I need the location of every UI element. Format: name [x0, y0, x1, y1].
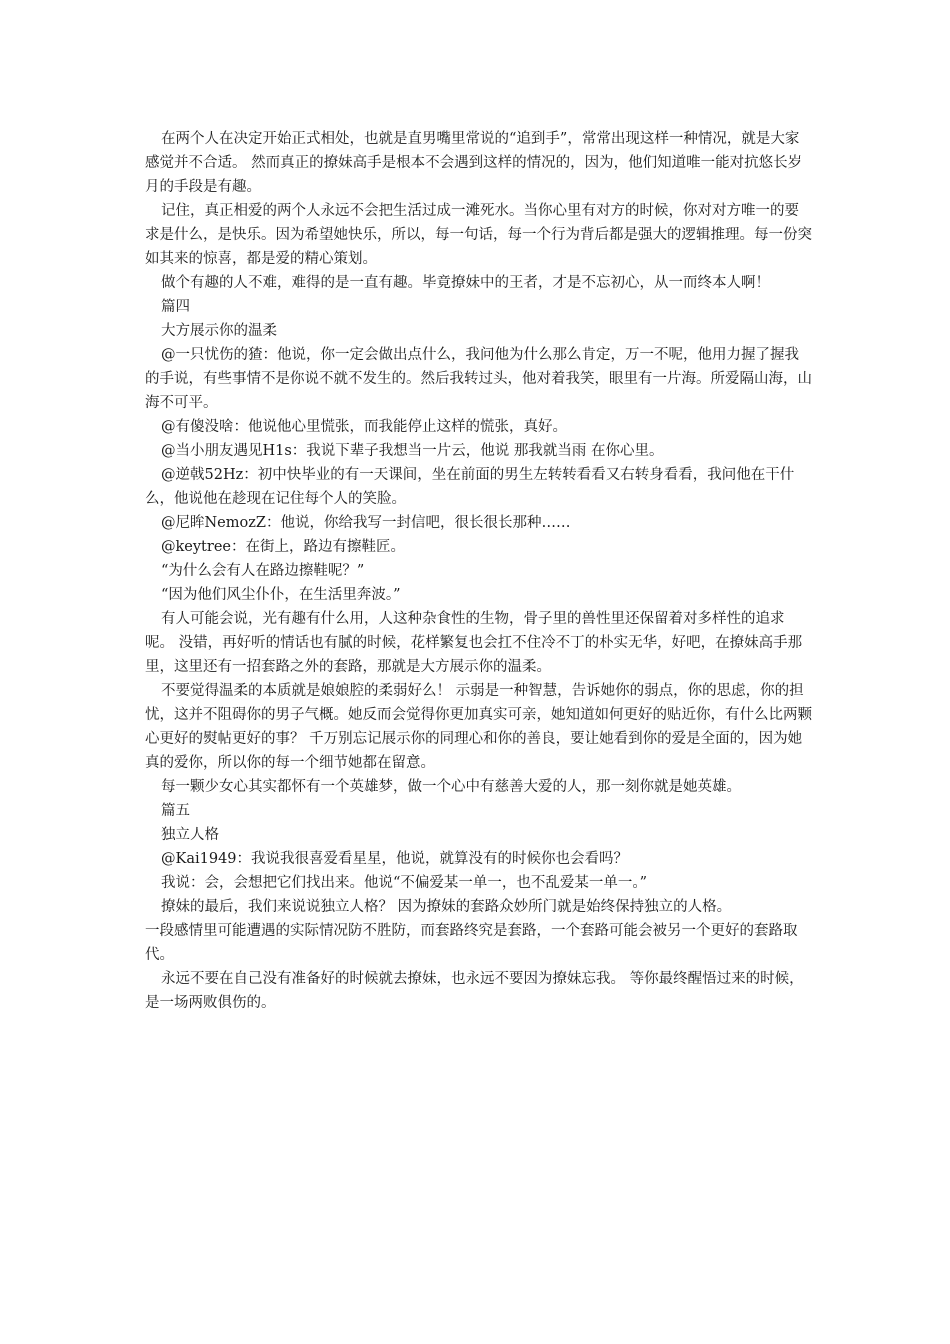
paragraph-9: 永远不要在自己没有准备好的时候就去撩妹，也永远不要因为撩妹忘我。 等你最终醒悟过来的时候，是一场两败俱伤的。	[145, 971, 804, 1011]
quote-6: @keytree：在街上，路边有擦鞋匠。	[161, 539, 405, 555]
paragraph-8: 一段感情里可能遭遇的实际情况防不胜防，而套路终究是套路，一个套路可能会被另一个更好的套路取代。	[145, 923, 798, 963]
section-label-5: 篇五	[161, 803, 190, 819]
paragraph-5: 不要觉得温柔的本质就是娘娘腔的柔弱好么！ 示弱是一种智慧，告诉她你的弱点，你的思虑，你的担忧，这并不阻碍你的男子气概。她反而会觉得你更加真实可亲，她知道如何更好的贴近你，有什么比两颗心更好的熨帖更好的事？ 千万别忘记展示你的同理心和你的善良，要让她看到你的爱是全面的，因为她真的爱你，所以你的每一个细节她都在留意。	[145, 683, 812, 771]
paragraph-6: 每一颗少女心其实都怀有一个英雄梦，做一个心中有慈善大爱的人，那一刻你就是她英雄。	[161, 779, 741, 795]
quote-3: @当小朋友遇见H1s：我说下辈子我想当一片云，他说 那我就当雨 在你心里。	[161, 443, 664, 459]
document-page	[145, 127, 813, 1015]
quote-4: @逆戟52Hz：初中快毕业的有一天课间，坐在前面的男生左转转看看又右转身看看，我问他在干什么，他说他在趁现在记住每个人的笑脸。	[145, 467, 795, 507]
quote-8: 我说：会，会想把它们找出来。他说“不偏爱某一单一，也不乱爱某一单一。”	[161, 875, 648, 891]
quote-1: @一只忧伤的猹：他说，你一定会做出点什么，我问他为什么那么肯定，万一不呢，他用力握了握我的手说，有些事情不是你说不就不发生的。然后我转过头，他对着我笑，眼里有一片海。所爱隔山海，山海不可平。	[145, 347, 812, 411]
paragraph-2: 记住，真正相爱的两个人永远不会把生活过成一滩死水。当你心里有对方的时候，你对对方唯一的要求是什么，是快乐。因为希望她快乐，所以，每一句话，每一个行为背后都是强大的逻辑推理。每一份突如其来的惊喜，都是爱的精心策划。	[145, 203, 812, 267]
paragraph-3: 做个有趣的人不难，难得的是一直有趣。毕竟撩妹中的王者，才是不忘初心，从一而终本人啊！	[161, 275, 770, 291]
dialogue-1: “为什么会有人在路边擦鞋呢？”	[161, 563, 365, 579]
paragraph-4: 有人可能会说，光有趣有什么用，人这种杂食性的生物，骨子里的兽性里还保留着对多样性的追求呢。 没错，再好听的情话也有腻的时候，花样繁复也会扛不住冷不丁的朴实无华，好吧，在撩妹高手那里，这里还有一招套路之外的套路，那就是大方展示你的温柔。	[145, 611, 803, 675]
section-label-4: 篇四	[161, 299, 190, 315]
quote-7: @Kai1949：我说我很喜爱看星星，他说，就算没有的时候你也会看吗？	[161, 851, 629, 867]
section-title-5: 独立人格	[161, 827, 219, 843]
paragraph-1: 在两个人在决定开始正式相处，也就是直男嘴里常说的“追到手”，常常出现这样一种情况，就是大家感觉并不合适。 然而真正的撩妹高手是根本不会遇到这样的情况的，因为，他们知道唯一能对抗悠长岁月的手段是有趣。	[145, 131, 803, 195]
dialogue-2: “因为他们风尘仆仆，在生活里奔波。”	[161, 587, 401, 603]
quote-2: @有傻没啥：他说他心里慌张，而我能停止这样的慌张，真好。	[161, 419, 567, 435]
paragraph-7: 撩妹的最后，我们来说说独立人格？ 因为撩妹的套路众妙所门就是始终保持独立的人格。	[161, 899, 732, 915]
section-title-4: 大方展示你的温柔	[161, 323, 277, 339]
quote-5: @尼眸NemozZ：他说，你给我写一封信吧，很长很长那种……	[161, 515, 571, 531]
